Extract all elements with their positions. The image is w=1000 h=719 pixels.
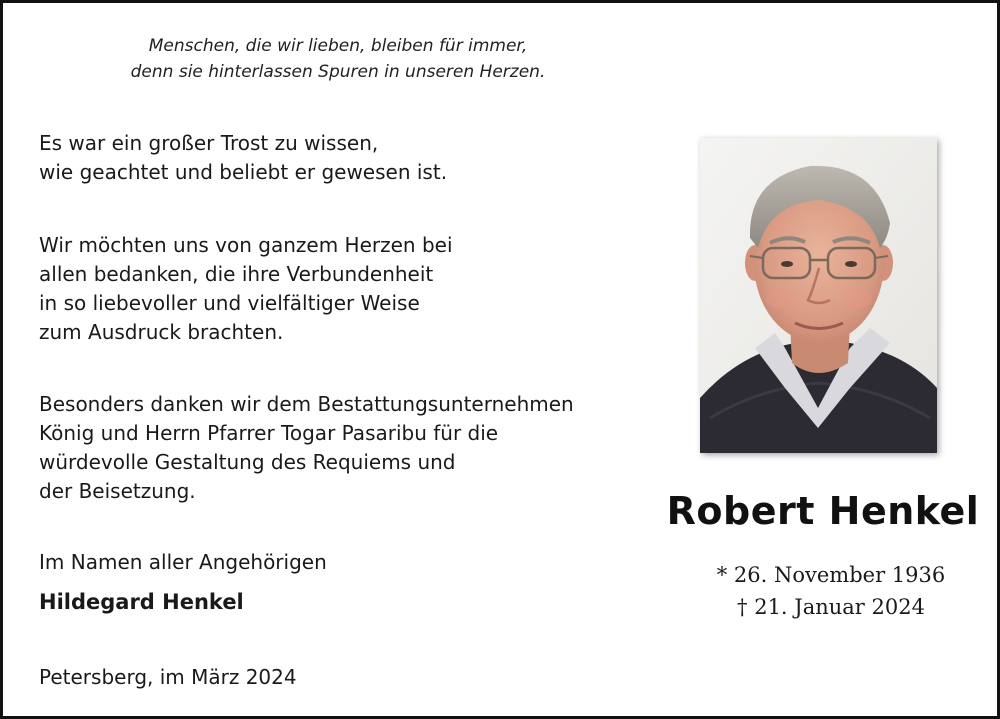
portrait-photo	[700, 138, 937, 453]
thanks-paragraph-2	[39, 231, 453, 347]
text-line: Besonders danken wir dem Bestattungsunternehmen	[39, 392, 574, 416]
thanks-paragraph-3	[39, 390, 574, 506]
text-line: würdevolle Gestaltung des Requiems und	[39, 450, 456, 474]
motto-line: Menschen, die wir lieben, bleiben für immer,	[148, 36, 528, 56]
text-line: in so liebevoller und vielfältiger Weise	[39, 291, 420, 315]
motto-line: denn sie hinterlassen Spuren in unseren Herzen.	[130, 62, 546, 82]
text-line: Es war ein großer Trost zu wissen,	[39, 131, 379, 155]
thanks-paragraph-1	[39, 129, 447, 187]
on-behalf-text: Im Namen aller Angehörigen	[39, 550, 327, 574]
deceased-name: Robert Henkel	[666, 489, 980, 533]
portrait-illustration	[700, 138, 937, 453]
motto	[3, 33, 673, 85]
death-date: † 21. Januar 2024	[737, 595, 925, 619]
text-line: Wir möchten uns von ganzem Herzen bei	[39, 233, 453, 257]
place-date: Petersberg, im März 2024	[39, 665, 297, 689]
birth-date: * 26. November 1936	[716, 563, 946, 587]
signature-name: Hildegard Henkel	[39, 590, 244, 614]
text-line: der Beisetzung.	[39, 479, 196, 503]
text-line: wie geachtet und beliebt er gewesen ist.	[39, 160, 448, 184]
text-line: allen bedanken, die ihre Verbundenheit	[39, 262, 434, 286]
text-line: König und Herrn Pfarrer Togar Pasaribu für die	[39, 421, 499, 445]
text-line: zum Ausdruck brachten.	[39, 320, 284, 344]
life-dates	[663, 559, 999, 623]
